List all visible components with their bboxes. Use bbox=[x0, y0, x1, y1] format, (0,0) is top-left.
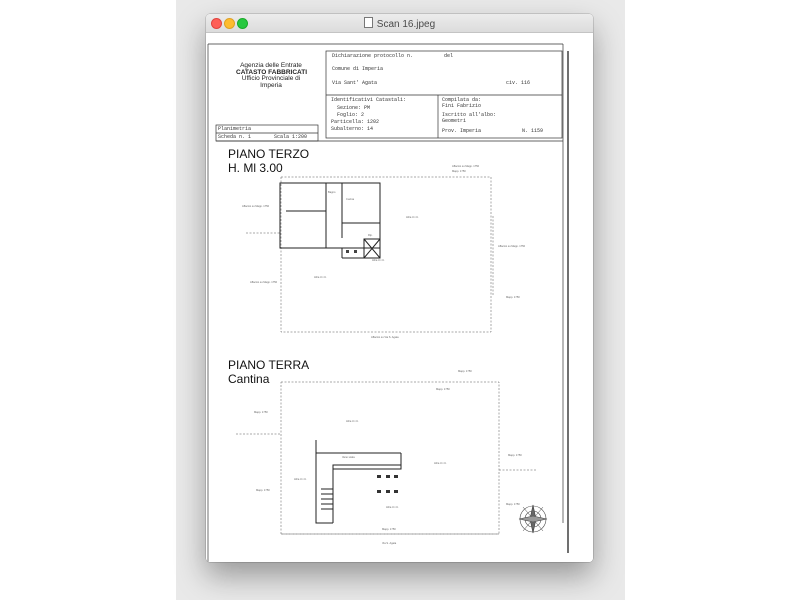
backdrop-left bbox=[0, 0, 176, 600]
agency-line: Imperia bbox=[260, 81, 282, 89]
plan-label: Altra U.I.U. bbox=[314, 276, 327, 279]
floor-subtitle: H. Ml 3.00 bbox=[228, 161, 283, 175]
window-title-text: Scan 16.jpeg bbox=[376, 19, 436, 30]
plan-label: Mapp. 1750 bbox=[256, 489, 270, 492]
floor-title: PIANO TERZO bbox=[228, 147, 310, 161]
registration-number: N. 1159 bbox=[522, 128, 544, 134]
subalterno-text: Subalterno: 14 bbox=[331, 126, 374, 132]
plan-label: Mapp. 1750 bbox=[458, 370, 472, 373]
floor-title: PIANO TERRA bbox=[228, 358, 310, 372]
agency-line: Ufficio Provinciale di bbox=[241, 75, 301, 82]
plan-label: Altra U.I.U. bbox=[346, 420, 359, 423]
protocol-label: Dichiarazione protocollo n. bbox=[332, 53, 414, 59]
agency-line: Agenzia delle Entrate bbox=[240, 62, 302, 69]
sezione-text: Sezione: PM bbox=[337, 105, 371, 111]
floor-plan-drawing bbox=[206, 33, 593, 562]
document-icon bbox=[364, 17, 373, 28]
planimetria-label: Planimetria bbox=[218, 126, 252, 132]
plan-label: Via S. Agata bbox=[382, 542, 397, 545]
scanned-document bbox=[206, 33, 593, 562]
identification-heading: Identificativi Catastali: bbox=[331, 97, 407, 103]
plan-label: Rip. bbox=[368, 234, 373, 237]
backdrop-right bbox=[625, 0, 800, 600]
plan-label: Mapp. 1750 bbox=[436, 388, 450, 391]
compass-icon bbox=[519, 505, 547, 533]
compiled-heading: Compilata da: bbox=[442, 97, 482, 103]
agency-block bbox=[236, 63, 306, 89]
plan-label: Mapp. 1750 bbox=[254, 411, 268, 414]
plan-label: Mapp. 1750 bbox=[506, 503, 520, 506]
plan-label: Mapp. 1750 bbox=[508, 454, 522, 457]
plan-label: Altra U.I.U. bbox=[434, 462, 447, 465]
comune-text: Comune di Imperia bbox=[332, 66, 384, 72]
scheda-text: Scheda n. 1 bbox=[218, 134, 252, 140]
plan-label: Affaccio su Mapp. 1750 bbox=[242, 205, 270, 208]
plan-label: Altra U.I.U. bbox=[406, 216, 419, 219]
title-bar[interactable] bbox=[206, 14, 593, 33]
plan-label: Affaccio su Mapp. 1750 bbox=[498, 245, 526, 248]
plan-label: Altra U.I.U. bbox=[386, 506, 399, 509]
foglio-text: Foglio: 2 bbox=[337, 112, 365, 118]
plan-label: Affaccio su Mapp. 1750 bbox=[452, 165, 480, 168]
plan-label: Cucina bbox=[346, 198, 355, 201]
del-label: del bbox=[444, 53, 454, 59]
via-text: Via Sant' Agata bbox=[332, 80, 378, 86]
plan-label: Bagno bbox=[328, 191, 336, 194]
albo-value: Geometri bbox=[442, 118, 467, 124]
plan-label: Mapp. 1750 bbox=[452, 170, 466, 173]
floor-subtitle: Cantina bbox=[228, 372, 270, 386]
compiler-name: Fini Fabrizio bbox=[442, 103, 482, 109]
agency-line: CATASTO FABBRICATI bbox=[236, 68, 308, 76]
preview-window bbox=[206, 14, 593, 562]
plan-label: Altra U.I.U. bbox=[372, 259, 385, 262]
plan-label: Affaccio su Via S. Agata bbox=[371, 336, 399, 339]
plan-label: Vano scala bbox=[342, 456, 355, 459]
civic-number: civ. 116 bbox=[506, 80, 531, 86]
plan-label: Affaccio su Mapp. 1750 bbox=[250, 281, 278, 284]
window-title bbox=[206, 17, 593, 30]
plan-label: Mapp. 1750 bbox=[382, 528, 396, 531]
province-text: Prov. Imperia bbox=[442, 128, 482, 134]
plan-label: Mapp. 1750 bbox=[506, 296, 520, 299]
scala-text: Scala 1:200 bbox=[274, 134, 308, 140]
plan-label: Altra U.I.U. bbox=[294, 478, 307, 481]
albo-label: Iscritto all'albo: bbox=[442, 112, 497, 118]
particella-text: Particella: 1202 bbox=[331, 119, 380, 125]
